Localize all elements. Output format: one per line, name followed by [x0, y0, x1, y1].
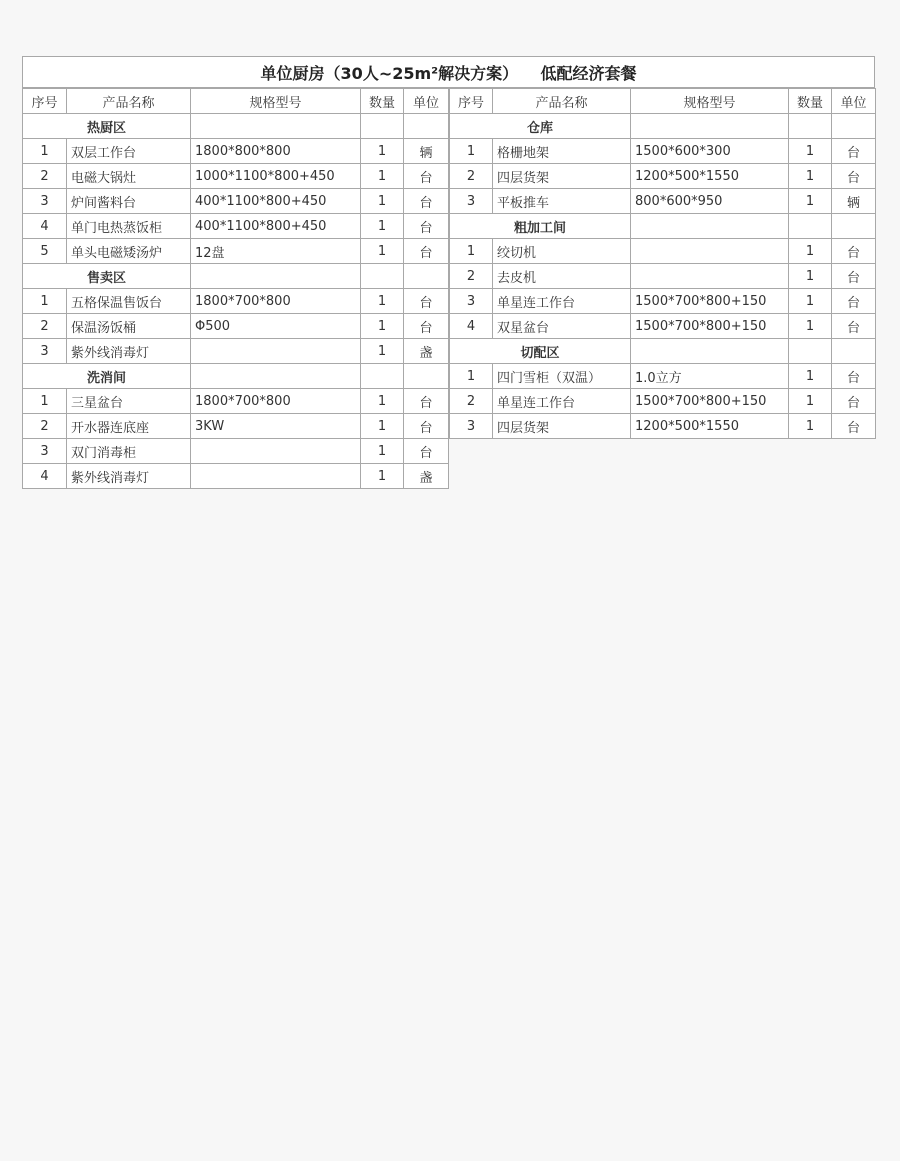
- spec-cell: 400*1100*800+450: [191, 214, 361, 239]
- no-cell: 1: [23, 139, 67, 164]
- title-row: [22, 56, 875, 88]
- header-name: 产品名称: [67, 89, 191, 114]
- header-unit: 单位: [404, 89, 449, 114]
- qty-cell: 1: [361, 164, 404, 189]
- table-row: [23, 239, 449, 264]
- name-cell: 单星连工作台: [493, 289, 631, 314]
- qty-cell: 1: [789, 314, 832, 339]
- no-cell: 4: [23, 464, 67, 489]
- name-cell: 四层货架: [493, 414, 631, 439]
- unit-cell: 台: [404, 214, 449, 239]
- table-row: [23, 314, 449, 339]
- spec-cell: 3KW: [191, 414, 361, 439]
- section-label: 热厨区: [23, 114, 191, 139]
- no-cell: 2: [23, 164, 67, 189]
- unit-cell: [404, 264, 449, 289]
- table-row: [23, 464, 449, 489]
- no-cell: 1: [450, 139, 493, 164]
- qty-cell: [361, 264, 404, 289]
- qty-cell: [361, 364, 404, 389]
- spec-cell: 1500*600*300: [631, 139, 789, 164]
- name-cell: 双门消毒柜: [67, 439, 191, 464]
- section-row: [23, 264, 449, 289]
- table-row: [23, 189, 449, 214]
- no-cell: 5: [23, 239, 67, 264]
- unit-cell: 台: [832, 364, 876, 389]
- unit-cell: 台: [404, 239, 449, 264]
- section-row: [450, 339, 876, 364]
- unit-cell: [832, 339, 876, 364]
- qty-cell: 1: [789, 389, 832, 414]
- header-spec: 规格型号: [631, 89, 789, 114]
- section-label: 切配区: [450, 339, 631, 364]
- spec-cell: [191, 464, 361, 489]
- unit-cell: 台: [832, 314, 876, 339]
- qty-cell: [789, 214, 832, 239]
- spec-cell: 1500*700*800+150: [631, 289, 789, 314]
- table-row: [23, 389, 449, 414]
- unit-cell: 台: [404, 314, 449, 339]
- header-no: 序号: [450, 89, 493, 114]
- spec-cell: 1800*700*800: [191, 289, 361, 314]
- table-row: [23, 339, 449, 364]
- name-cell: 开水器连底座: [67, 414, 191, 439]
- header-no: 序号: [23, 89, 67, 114]
- name-cell: 炉间酱料台: [67, 189, 191, 214]
- table-row: [450, 139, 876, 164]
- name-cell: 保温汤饭桶: [67, 314, 191, 339]
- no-cell: 2: [450, 264, 493, 289]
- spec-cell: 1.0立方: [631, 364, 789, 389]
- spec-cell: 800*600*950: [631, 189, 789, 214]
- unit-cell: 台: [404, 439, 449, 464]
- no-cell: 3: [450, 414, 493, 439]
- no-cell: 2: [23, 414, 67, 439]
- spec-cell: 1500*700*800+150: [631, 389, 789, 414]
- name-cell: 紫外线消毒灯: [67, 339, 191, 364]
- section-row: [450, 214, 876, 239]
- spec-cell: 1200*500*1550: [631, 164, 789, 189]
- unit-cell: 台: [832, 239, 876, 264]
- no-cell: 3: [450, 189, 493, 214]
- unit-cell: 台: [832, 414, 876, 439]
- header-spec: 规格型号: [191, 89, 361, 114]
- no-cell: 3: [23, 339, 67, 364]
- unit-cell: 台: [404, 414, 449, 439]
- name-cell: 平板推车: [493, 189, 631, 214]
- table-row: [23, 164, 449, 189]
- unit-cell: 台: [404, 189, 449, 214]
- name-cell: 单头电磁矮汤炉: [67, 239, 191, 264]
- section-label: 售卖区: [23, 264, 191, 289]
- table-row: [450, 164, 876, 189]
- no-cell: 1: [450, 364, 493, 389]
- name-cell: 双星盆台: [493, 314, 631, 339]
- spec-cell: [631, 239, 789, 264]
- no-cell: 2: [23, 314, 67, 339]
- no-cell: 4: [450, 314, 493, 339]
- spec-cell: 1200*500*1550: [631, 414, 789, 439]
- spec-cell: [631, 339, 789, 364]
- section-label: 仓库: [450, 114, 631, 139]
- unit-cell: [832, 214, 876, 239]
- spec-cell: [631, 214, 789, 239]
- table-row: [23, 139, 449, 164]
- table-row: [450, 239, 876, 264]
- tables-area: [22, 88, 875, 508]
- no-cell: 2: [450, 389, 493, 414]
- name-cell: 格栅地架: [493, 139, 631, 164]
- unit-cell: [404, 114, 449, 139]
- no-cell: 4: [23, 214, 67, 239]
- header-row: [23, 89, 449, 114]
- name-cell: 单星连工作台: [493, 389, 631, 414]
- qty-cell: 1: [789, 139, 832, 164]
- header-unit: 单位: [832, 89, 876, 114]
- name-cell: 双层工作台: [67, 139, 191, 164]
- table-row: [23, 414, 449, 439]
- qty-cell: [789, 114, 832, 139]
- spec-cell: 12盘: [191, 239, 361, 264]
- qty-cell: 1: [361, 314, 404, 339]
- name-cell: 单门电热蒸饭柜: [67, 214, 191, 239]
- qty-cell: 1: [361, 239, 404, 264]
- unit-cell: 辆: [832, 189, 876, 214]
- spec-cell: [191, 364, 361, 389]
- name-cell: 电磁大锅灶: [67, 164, 191, 189]
- unit-cell: 台: [832, 289, 876, 314]
- no-cell: 1: [450, 239, 493, 264]
- no-cell: 3: [450, 289, 493, 314]
- qty-cell: 1: [361, 464, 404, 489]
- unit-cell: 盏: [404, 464, 449, 489]
- qty-cell: 1: [361, 414, 404, 439]
- section-row: [23, 114, 449, 139]
- section-row: [23, 364, 449, 389]
- name-cell: 绞切机: [493, 239, 631, 264]
- qty-cell: 1: [789, 364, 832, 389]
- table-row: [450, 189, 876, 214]
- qty-cell: 1: [789, 264, 832, 289]
- qty-cell: 1: [361, 189, 404, 214]
- qty-cell: 1: [789, 239, 832, 264]
- table-row: [450, 414, 876, 439]
- qty-cell: 1: [789, 164, 832, 189]
- name-cell: 三星盆台: [67, 389, 191, 414]
- table-row: [450, 364, 876, 389]
- spec-cell: Φ500: [191, 314, 361, 339]
- unit-cell: 台: [404, 289, 449, 314]
- header-name: 产品名称: [493, 89, 631, 114]
- qty-cell: 1: [789, 289, 832, 314]
- qty-cell: 1: [789, 414, 832, 439]
- name-cell: 紫外线消毒灯: [67, 464, 191, 489]
- qty-cell: [789, 339, 832, 364]
- section-row: [450, 114, 876, 139]
- page-title: 单位厨房（30人~25m²解决方案） 低配经济套餐: [255, 61, 643, 84]
- qty-cell: 1: [789, 189, 832, 214]
- name-cell: 四层货架: [493, 164, 631, 189]
- equipment-list-sheet: [22, 56, 875, 508]
- section-label: 洗消间: [23, 364, 191, 389]
- qty-cell: 1: [361, 339, 404, 364]
- spec-cell: [631, 264, 789, 289]
- spec-cell: [631, 114, 789, 139]
- spec-cell: [191, 339, 361, 364]
- unit-cell: 台: [832, 164, 876, 189]
- qty-cell: 1: [361, 389, 404, 414]
- qty-cell: 1: [361, 139, 404, 164]
- unit-cell: 台: [832, 389, 876, 414]
- unit-cell: 台: [832, 139, 876, 164]
- no-cell: 1: [23, 389, 67, 414]
- spec-cell: [191, 439, 361, 464]
- spec-cell: 400*1100*800+450: [191, 189, 361, 214]
- left-equipment-table: [22, 88, 449, 489]
- unit-cell: [832, 114, 876, 139]
- header-qty: 数量: [789, 89, 832, 114]
- spec-cell: [191, 264, 361, 289]
- unit-cell: 台: [404, 389, 449, 414]
- qty-cell: 1: [361, 214, 404, 239]
- spec-cell: 1500*700*800+150: [631, 314, 789, 339]
- spec-cell: 1000*1100*800+450: [191, 164, 361, 189]
- right-equipment-table: [449, 88, 876, 439]
- section-label: 粗加工间: [450, 214, 631, 239]
- spec-cell: 1800*700*800: [191, 389, 361, 414]
- no-cell: 1: [23, 289, 67, 314]
- table-row: [450, 389, 876, 414]
- no-cell: 3: [23, 189, 67, 214]
- name-cell: 四门雪柜（双温）: [493, 364, 631, 389]
- qty-cell: [361, 114, 404, 139]
- table-row: [450, 289, 876, 314]
- qty-cell: 1: [361, 439, 404, 464]
- unit-cell: [404, 364, 449, 389]
- name-cell: 五格保温售饭台: [67, 289, 191, 314]
- table-row: [23, 289, 449, 314]
- no-cell: 2: [450, 164, 493, 189]
- header-row: [450, 89, 876, 114]
- no-cell: 3: [23, 439, 67, 464]
- unit-cell: 台: [404, 164, 449, 189]
- unit-cell: 盏: [404, 339, 449, 364]
- spec-cell: 1800*800*800: [191, 139, 361, 164]
- unit-cell: 辆: [404, 139, 449, 164]
- table-row: [23, 439, 449, 464]
- table-row: [450, 264, 876, 289]
- table-row: [450, 314, 876, 339]
- qty-cell: 1: [361, 289, 404, 314]
- header-qty: 数量: [361, 89, 404, 114]
- name-cell: 去皮机: [493, 264, 631, 289]
- table-row: [23, 214, 449, 239]
- spec-cell: [191, 114, 361, 139]
- unit-cell: 台: [832, 264, 876, 289]
